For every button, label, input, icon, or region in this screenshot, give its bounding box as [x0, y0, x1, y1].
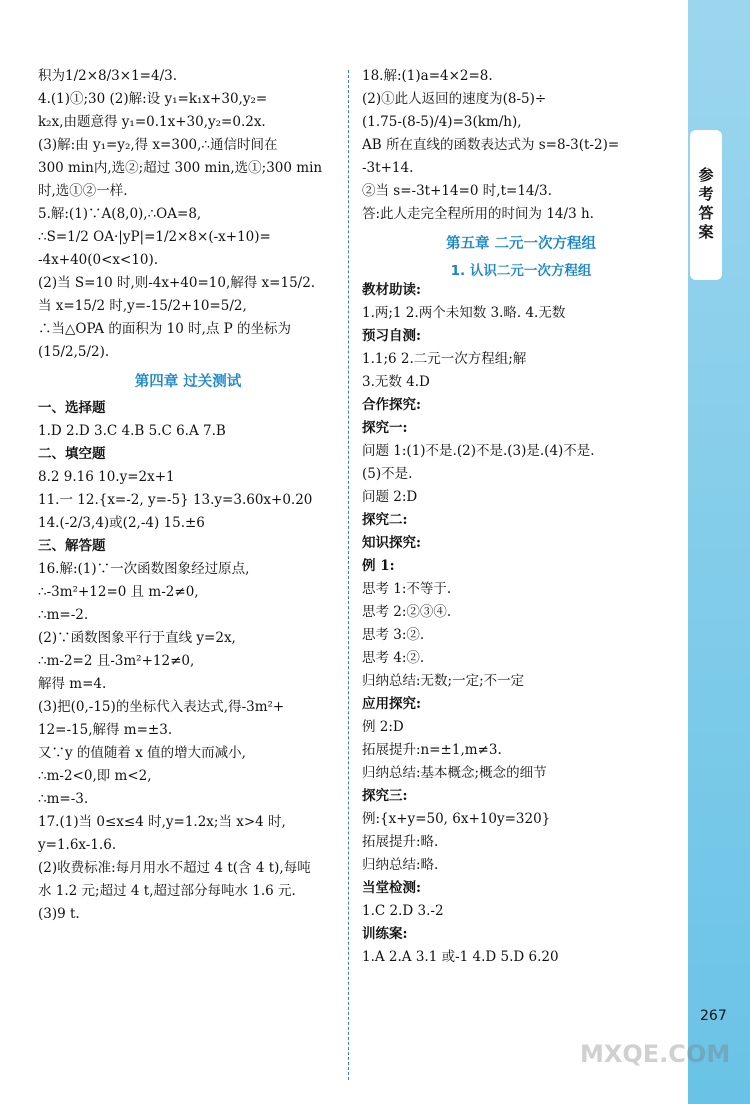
text-line: 8.2 9.16 10.y=2x+1: [38, 469, 175, 485]
text-line: 归纳总结:基本概念;概念的细节: [362, 765, 547, 781]
text-line: ∴m-2=2 且-3m²+12≠0,: [38, 653, 195, 669]
text-line: 又∵y 的值随着 x 值的增大而减小,: [38, 745, 246, 761]
watermark: MXQE.COM: [580, 1040, 731, 1068]
text-line: ∴m=-2.: [38, 607, 89, 623]
text-line: k₂x,由题意得 y₁=0.1x+30,y₂=0.2x.: [38, 114, 266, 130]
answer-key-tab: 参考答案: [690, 130, 722, 280]
text-line: 归纳总结:略.: [362, 857, 439, 873]
subheading: 二、填空题: [38, 446, 106, 462]
text-line: (1.75-(8-5)/4)=3(km/h),: [362, 114, 522, 130]
text-line: ∴S=1/2 OA·|yP|=1/2×8×(-x+10)=: [38, 229, 271, 245]
text-line: 解得 m=4.: [38, 676, 107, 692]
left-column: [38, 65, 338, 926]
text-line: (3)解:由 y₁=y₂,得 x=300,∴通信时间在: [38, 137, 278, 153]
text-line: (5)不是.: [362, 466, 413, 482]
text-line: (3)9 t.: [38, 906, 80, 922]
right-column: [362, 65, 680, 969]
text-line: 拓展提升:略.: [362, 834, 439, 850]
text-line: (2)①此人返回的速度为(8-5)÷: [362, 91, 547, 107]
text-line: 问题 2:D: [362, 489, 418, 505]
subheading: 当堂检测:: [362, 880, 421, 896]
text-line: 11.一 12.{x=-2, y=-5} 13.y=3.60x+0.20: [38, 492, 313, 508]
text-line: (2)收费标准:每月用水不超过 4 t(含 4 t),每吨: [38, 860, 311, 876]
subheading: 探究三:: [362, 788, 408, 804]
text-line: -4x+40(0<x<10).: [38, 252, 159, 268]
text-line: 积为1/2×8/3×1=4/3.: [38, 68, 177, 84]
text-line: 1.C 2.D 3.-2: [362, 903, 444, 919]
section-heading: 1. 认识二元一次方程组: [450, 263, 592, 279]
text-line: 当 x=15/2 时,y=-15/2+10=5/2,: [38, 298, 247, 314]
subheading: 探究二:: [362, 512, 408, 528]
text-line: AB 所在直线的函数表达式为 s=8-3(t-2)=: [362, 137, 620, 153]
column-divider: [348, 70, 349, 1080]
text-line: 14.(-2/3,4)或(2,-4) 15.±6: [38, 515, 205, 531]
chapter-heading: 第五章 二元一次方程组: [445, 236, 597, 252]
text-line: 例:{x+y=50, 6x+10y=320}: [362, 811, 551, 827]
text-line: 1.1;6 2.二元一次方程组;解: [362, 351, 527, 367]
text-line: 17.(1)当 0≤x≤4 时,y=1.2x;当 x>4 时,: [38, 814, 286, 830]
subheading: 三、解答题: [38, 538, 106, 554]
text-line: -3t+14.: [362, 160, 414, 176]
text-line: 例 2:D: [362, 719, 404, 735]
text-line: (2)∵函数图象平行于直线 y=2x,: [38, 630, 236, 646]
page-number: 267: [700, 1008, 727, 1024]
text-line: 4.(1)①;30 (2)解:设 y₁=k₁x+30,y₂=: [38, 91, 268, 107]
text-line: ∴m-2<0,即 m<2,: [38, 768, 152, 784]
text-line: 1.A 2.A 3.1 或-1 4.D 5.D 6.20: [362, 949, 559, 965]
text-line: 归纳总结:无数;一定;不一定: [362, 673, 525, 689]
text-line: ∴m=-3.: [38, 791, 89, 807]
text-line: 水 1.2 元;超过 4 t,超过部分每吨水 1.6 元.: [38, 883, 296, 899]
text-line: 思考 2:②③④.: [362, 604, 452, 620]
text-line: 18.解:(1)a=4×2=8.: [362, 68, 493, 84]
text-line: 拓展提升:n=±1,m≠3.: [362, 742, 502, 758]
subheading: 预习自测:: [362, 328, 421, 344]
text-line: 问题 1:(1)不是.(2)不是.(3)是.(4)不是.: [362, 443, 595, 459]
text-line: y=1.6x-1.6.: [38, 837, 117, 853]
subheading: 训练案:: [362, 926, 408, 942]
subheading: 例 1:: [362, 558, 395, 574]
text-line: 思考 4:②.: [362, 650, 425, 666]
text-line: 16.解:(1)∵一次函数图象经过原点,: [38, 561, 250, 577]
text-line: 思考 1:不等于.: [362, 581, 452, 597]
text-line: (3)把(0,-15)的坐标代入表达式,得-3m²+: [38, 699, 285, 715]
text-line: 答:此人走完全程所用的时间为 14/3 h.: [362, 206, 594, 222]
text-line: (15/2,5/2).: [38, 344, 110, 360]
text-line: 时,选①②一样.: [38, 183, 128, 199]
chapter-heading: 第四章 过关测试: [134, 374, 242, 390]
text-line: 思考 3:②.: [362, 627, 425, 643]
text-line: 12=-15,解得 m=±3.: [38, 722, 173, 738]
text-line: 1.D 2.D 3.C 4.B 5.C 6.A 7.B: [38, 423, 226, 439]
text-line: 5.解:(1)∵A(8,0),∴OA=8,: [38, 206, 202, 222]
text-line: 300 min内,选②;超过 300 min,选①;300 min: [38, 160, 323, 176]
subheading: 探究一:: [362, 420, 408, 436]
text-line: ②当 s=-3t+14=0 时,t=14/3.: [362, 183, 552, 199]
subheading: 一、选择题: [38, 400, 106, 416]
text-line: ∴-3m²+12=0 且 m-2≠0,: [38, 584, 199, 600]
subheading: 合作探究:: [362, 397, 421, 413]
text-line: ∴当△OPA 的面积为 10 时,点 P 的坐标为: [38, 321, 292, 337]
text-line: (2)当 S=10 时,则-4x+40=10,解得 x=15/2.: [38, 275, 316, 291]
subheading: 知识探究:: [362, 535, 421, 551]
subheading: 应用探究:: [362, 696, 421, 712]
subheading: 教材助读:: [362, 282, 421, 298]
text-line: 1.两;1 2.两个未知数 3.略. 4.无数: [362, 305, 566, 321]
text-line: 3.无数 4.D: [362, 374, 430, 390]
